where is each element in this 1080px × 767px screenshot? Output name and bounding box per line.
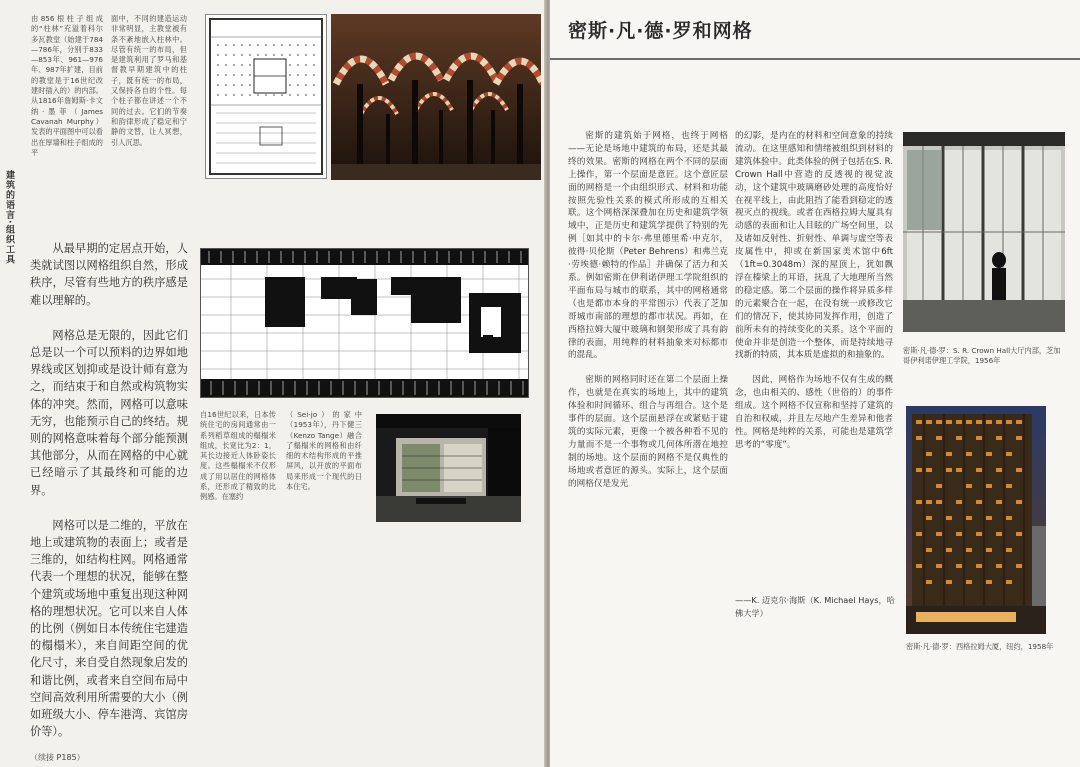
seagram-building-photo — [906, 406, 1046, 634]
seagram-caption: 密斯·凡·德·罗：西格拉姆大厦，纽约，1958年 — [906, 642, 1054, 651]
left-paragraph: 网格总是无限的，因此它们总是以一个可以预料的边界如地界线或区划抑或是设计师有意为之，而结束于和自然或构筑物实体的冲突。然而，网格可以意味无穷，也能预示自己的终结。规则的网格意味着每个部分能预测其他部分，从而在网格的中心就已经暗示了其最终和可能的边界。 — [30, 328, 188, 497]
right-column-1 — [568, 130, 728, 490]
japanese-caption-col2: （Sei-jo）的家中（1953年），丹下健三（Kenzo Tange）融合了榻榻米的网格和由纤细的木结构形成的平推屏风，以开放的平面布局来形成一个现代的日本住宅。 — [286, 410, 362, 492]
cordoba-caption-col2: 面中，不同的建造运动非常明显，主教堂被有条不紊地嵌入柱林中。尽管有统一的布局，但是建筑利用了罗马和基督教早期建筑中的柱子，既有统一的布局，又保持各自的个性。每个柱子都在讲述一个不同的过去。它们的节奏和韵律形成了稳定和宁静的文替，让人冥想，引人沉思。 — [111, 14, 187, 147]
cordoba-caption-col1: 由856根柱子组成的“柱林”充溢着科尔多瓦教堂（始建于784—786年，分别于833—853年、961—976年、987年扩建，目前的教堂是于16世纪改建时插入的）的内部。从1816年詹姆斯·卡文纳·墨菲（James Cavanah Murphy）发表的平面图中可以看出在厚墙和柱子组成的平 — [31, 14, 103, 157]
left-body-text — [30, 240, 188, 740]
title-rule — [550, 58, 1080, 60]
cordoba-plan-image — [205, 14, 327, 179]
japanese-house-plan — [200, 248, 529, 398]
left-paragraph: 网格可以是二维的，平放在地上或建筑物的表面上；或者是三维的，如结构柱网。网格通常代表一个理想的状况，能够在整个建筑或场地中重复出现这种网格的理想状况。它可以来自人体的比例（例如日本传统住宅建造的榻榻米），来自间距空间的优化尺寸，来自受自然现象启发的和谐比例，或者来自空间布局中空间高效利用所需要的大小（例如班级大小、停车港湾、宾馆房价等）。 — [30, 518, 188, 739]
running-head: 建筑的语言·组织工具 — [4, 170, 14, 265]
crown-hall-caption: 密斯·凡·德·罗：S. R. Crown Hall大厅内部，芝加哥伊利诺伊理工学院，1956年 — [903, 346, 1061, 366]
cordoba-mosque-photo — [331, 14, 541, 180]
right-column-2 — [735, 130, 893, 452]
continued-note: （续接 P185） — [30, 753, 85, 762]
right-page — [550, 0, 1080, 767]
japanese-house-photo — [376, 414, 521, 522]
left-paragraph: 从最早期的定居点开始，人类就试图以网格组织自然，形成秩序，尽管有些地方的秩序感是难以理解的。 — [30, 242, 188, 307]
right-paragraph: 密斯的网格同时还在第二个层面上操作，也就是在真实的场地上，其中的建筑体验和时间循环、组合与再组合。这个是事件的层面。这个层面悬浮在或紧贴于建筑的实际元素，更像一个被各种看不见的力量而不是一个事物或几何体所潜在地控制的场地。这个层面的网格不是仅典性的场地或者意匠的源头。实际上，这个层面的网格仅是发光 — [568, 375, 728, 489]
right-paragraph: 密斯的建筑始于网格，也终于网格——无论是场地中建筑的布局，还是其最终的效果。密斯的网格在两个不同的层面上操作，第一个层面是意匠。这个意匠层面的网格是一个由组织形式、材料和功能按照先验性关系的模式所形成的互相关联。这个网格深深叠加在历史和建筑学领域中，正是历史和建筑学提供了特别的先例［如其中的卡尔·弗里德里希·申克尔，彼得·贝伦斯（Peter Behrens）和弗兰克·劳埃德·赖特的作品］并确保了活力和关系。例如密斯在伊利诺伊理工学院组织的平面布局与城市的联系，其中的网格通常（也是都市本身的平常图示）代表了芝加哥城市南部的理想的都市状况。再如，在西格拉姆大厦中玻璃和钢架形成了具有韵律的表面，用纯粹的材料抽象来对标都市的混乱。 — [568, 131, 728, 361]
right-paragraph: 因此，网格作为场地不仅有生成的概念，也由相关的、感性（世俗的）的事件组成。这个网格不仅宣称和坚持了建筑的自治和权威，并且左尽地产生差异和他者性。网格是纯粹的关系，可能也是建筑学思考的“零度”。 — [735, 375, 893, 450]
right-paragraph: 的幻影，是内在的材料和空间意象的持续流动。在这里感知和情绪被组织到材料的建筑体验中。此类体验的例子包括在S. R. Crown Hall中营造的反透视的视觉波动，这个建筑中玻璃磨砂处理的高度恰好在视平线上，由此阻挡了能看到稳定的透视灭点的视线。或者在西格拉姆大厦具有动感的表面和让人目眩的广场空间里，以及诸如反射性、折射性、单调与虚空等表皮属性中，抑或在新国家美术馆中6ft（1ft=0.3048m）深的屋顶上，犹如飘浮在榛梁上的耳语，抚乱了大地理所当然的稳定感。第二个层面的操作将异质多样的元素聚合在一起，在没有统一或修改它们的情况下，使其协同发挥作用，创造了前所未有的持续变化的关系。这个平面的使命并非是创造一个整体，而是持续地寻找新的特质，其本质是虚拟的和抽象的。 — [735, 131, 893, 361]
japanese-caption-col1: 自16世纪以来，日本传统住宅的房间通常由一系列稻草组成的榻榻米组成，长宽比为2：1，其长边接近人体卧姿长度。这些榻榻米不仅形成了用以居住的网格体系，还形成了精致的比例感。在塞约 — [200, 410, 276, 502]
author-signature: ——K. 迈克尔·海斯（K. Michael Hays，哈佛大学） — [735, 595, 895, 618]
page-title: 密斯·凡·德·罗和网格 — [568, 20, 753, 42]
crown-hall-photo — [903, 132, 1065, 332]
